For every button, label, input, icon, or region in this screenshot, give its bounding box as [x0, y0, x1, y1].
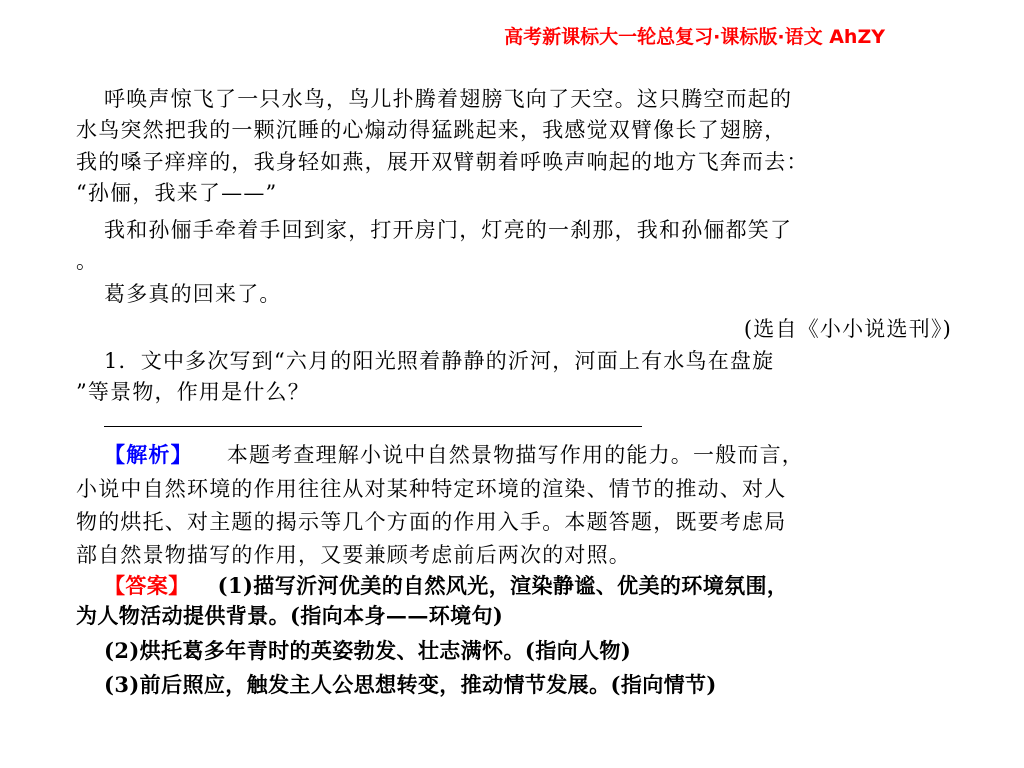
story-line: 呼唤声惊飞了一只水鸟，鸟儿扑腾着翅膀飞向了天空。这只腾空而起的: [104, 87, 793, 111]
analysis-line: 物的烘托、对主题的揭示等几个方面的作用入手。本题答题，既要考虑局: [76, 510, 787, 534]
answer-line: 为人物活动提供背景。(指向本身——环境句): [76, 603, 504, 628]
story-line: 。: [76, 249, 99, 273]
analysis-first-line: [104, 440, 804, 470]
analysis-text: 本题考查理解小说中自然景物描写作用的能力。一般而言，: [226, 443, 805, 467]
header-title: 高考新课标大一轮总复习·课标版·语文 AhZY: [504, 26, 885, 48]
story-line: 水鸟突然把我的一颗沉睡的心煽动得猛跳起来，我感觉双臂像长了翅膀，: [76, 118, 787, 142]
story-line: 我和孙俪手牵着手回到家，打开房门，灯亮的一刹那，我和孙俪都笑了: [104, 218, 793, 242]
question-line: 1．文中多次写到“六月的阳光照着静静的沂河，河面上有水鸟在盘旋: [104, 349, 775, 373]
analysis-label: 【解析】: [104, 442, 193, 467]
story-line: 我的嗓子痒痒的，我身轻如燕，展开双臂朝着呼唤声响起的地方飞奔而去：: [76, 150, 809, 174]
answer-blank-line: [104, 426, 642, 427]
source-citation: (选自《小小说选刊》): [743, 317, 952, 341]
question-line: ”等景物，作用是什么？: [76, 380, 310, 404]
answer-line: (3)前后照应，触发主人公思想转变，推动情节发展。(指向情节): [104, 672, 717, 697]
answer-first-line: [104, 571, 788, 601]
answer-line: (2)烘托葛多年青时的英姿勃发、壮志满怀。(指向人物): [104, 638, 632, 663]
story-line: 葛多真的回来了。: [104, 282, 282, 306]
answer-text: (1)描写沂河优美的自然风光，渲染静谧、优美的环境氛围，: [217, 573, 789, 598]
analysis-line: 部自然景物描写的作用，又要兼顾考虑前后两次的对照。: [76, 543, 631, 567]
story-line: “孙俪，我来了——”: [76, 181, 278, 205]
answer-label: 【答案】: [104, 573, 190, 598]
analysis-line: 小说中自然环境的作用往往从对某种特定环境的渲染、情节的推动、对人: [76, 477, 787, 501]
